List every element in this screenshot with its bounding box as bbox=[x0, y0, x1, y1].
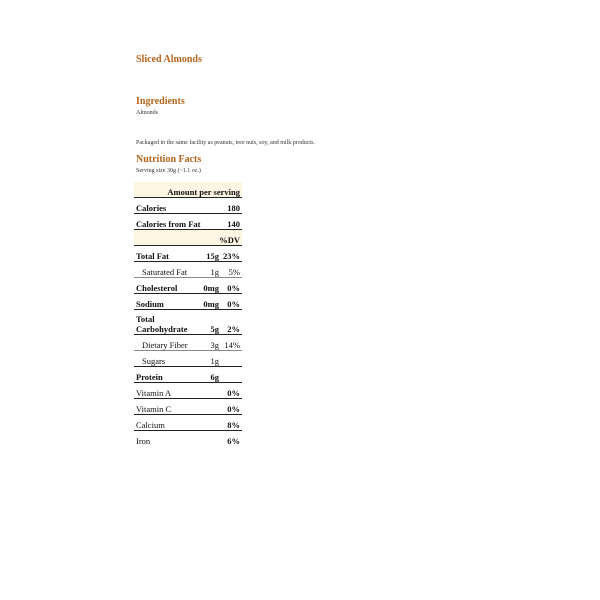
table-row bbox=[134, 399, 242, 415]
row-label: Vitamin A bbox=[134, 383, 201, 399]
row-dv: 0% bbox=[221, 278, 242, 294]
calories-value: 180 bbox=[221, 198, 242, 214]
row-dv: 8% bbox=[221, 415, 242, 431]
nutrition-table bbox=[134, 182, 242, 446]
row-amount bbox=[201, 383, 221, 399]
row-dv: 0% bbox=[221, 294, 242, 310]
row-dv: 0% bbox=[221, 399, 242, 415]
table-row bbox=[134, 335, 242, 351]
table-row bbox=[134, 278, 242, 294]
row-label: Cholesterol bbox=[134, 278, 201, 294]
row-label: Iron bbox=[136, 436, 151, 446]
calories-label: Calories bbox=[134, 198, 221, 214]
row-dv: 2% bbox=[221, 310, 242, 335]
row-dv bbox=[221, 351, 242, 367]
row-amount: 0mg bbox=[201, 294, 221, 310]
row-label: Protein bbox=[134, 367, 201, 383]
table-row bbox=[134, 367, 242, 383]
row-dv: 6% bbox=[227, 436, 240, 446]
row-label: Vitamin C bbox=[134, 399, 201, 415]
nutrition-heading: Nutrition Facts bbox=[136, 154, 202, 165]
row-amount bbox=[201, 399, 221, 415]
product-title: Sliced Almonds bbox=[136, 54, 202, 65]
table-row bbox=[134, 262, 242, 278]
row-label: Total Carbohydrate bbox=[134, 310, 201, 335]
row-label: Calcium bbox=[134, 415, 201, 431]
row-label: Sugars bbox=[134, 351, 201, 367]
row-amount: 5g bbox=[201, 310, 221, 335]
row-dv: 5% bbox=[221, 262, 242, 278]
row-amount: 1g bbox=[201, 351, 221, 367]
row-dv: 14% bbox=[221, 335, 242, 351]
calories-fat-value: 140 bbox=[221, 214, 242, 230]
row-dv bbox=[221, 367, 242, 383]
table-row bbox=[134, 310, 242, 335]
table-row bbox=[134, 246, 242, 262]
row-dv: 23% bbox=[221, 246, 242, 262]
ingredients-text: Almonds bbox=[136, 110, 159, 116]
row-amount: 6g bbox=[201, 367, 221, 383]
row-dv: 0% bbox=[221, 383, 242, 399]
row-amount: 3g bbox=[201, 335, 221, 351]
table-row bbox=[134, 415, 242, 431]
table-row bbox=[134, 431, 242, 447]
dv-header: %DV bbox=[134, 230, 242, 246]
amount-per-serving-header: Amount per serving bbox=[134, 182, 242, 198]
ingredients-heading: Ingredients bbox=[136, 96, 185, 107]
row-label: Saturated Fat bbox=[134, 262, 201, 278]
table-row bbox=[134, 351, 242, 367]
serving-size: Serving size 30g (~1.1 oz.) bbox=[136, 168, 201, 174]
row-amount: 15g bbox=[201, 246, 221, 262]
row-label: Dietary Fiber bbox=[134, 335, 201, 351]
allergen-note: Packaged in the same facility as peanuts, tree nuts, soy, and milk products. bbox=[136, 140, 315, 146]
row-amount bbox=[201, 415, 221, 431]
row-amount: 0mg bbox=[201, 278, 221, 294]
row-amount bbox=[201, 431, 221, 447]
calories-fat-label: Calories from Fat bbox=[134, 214, 221, 230]
table-row bbox=[134, 383, 242, 399]
row-label: Total Fat bbox=[134, 246, 201, 262]
row-amount: 1g bbox=[201, 262, 221, 278]
row-label: Sodium bbox=[134, 294, 201, 310]
table-row bbox=[134, 294, 242, 310]
